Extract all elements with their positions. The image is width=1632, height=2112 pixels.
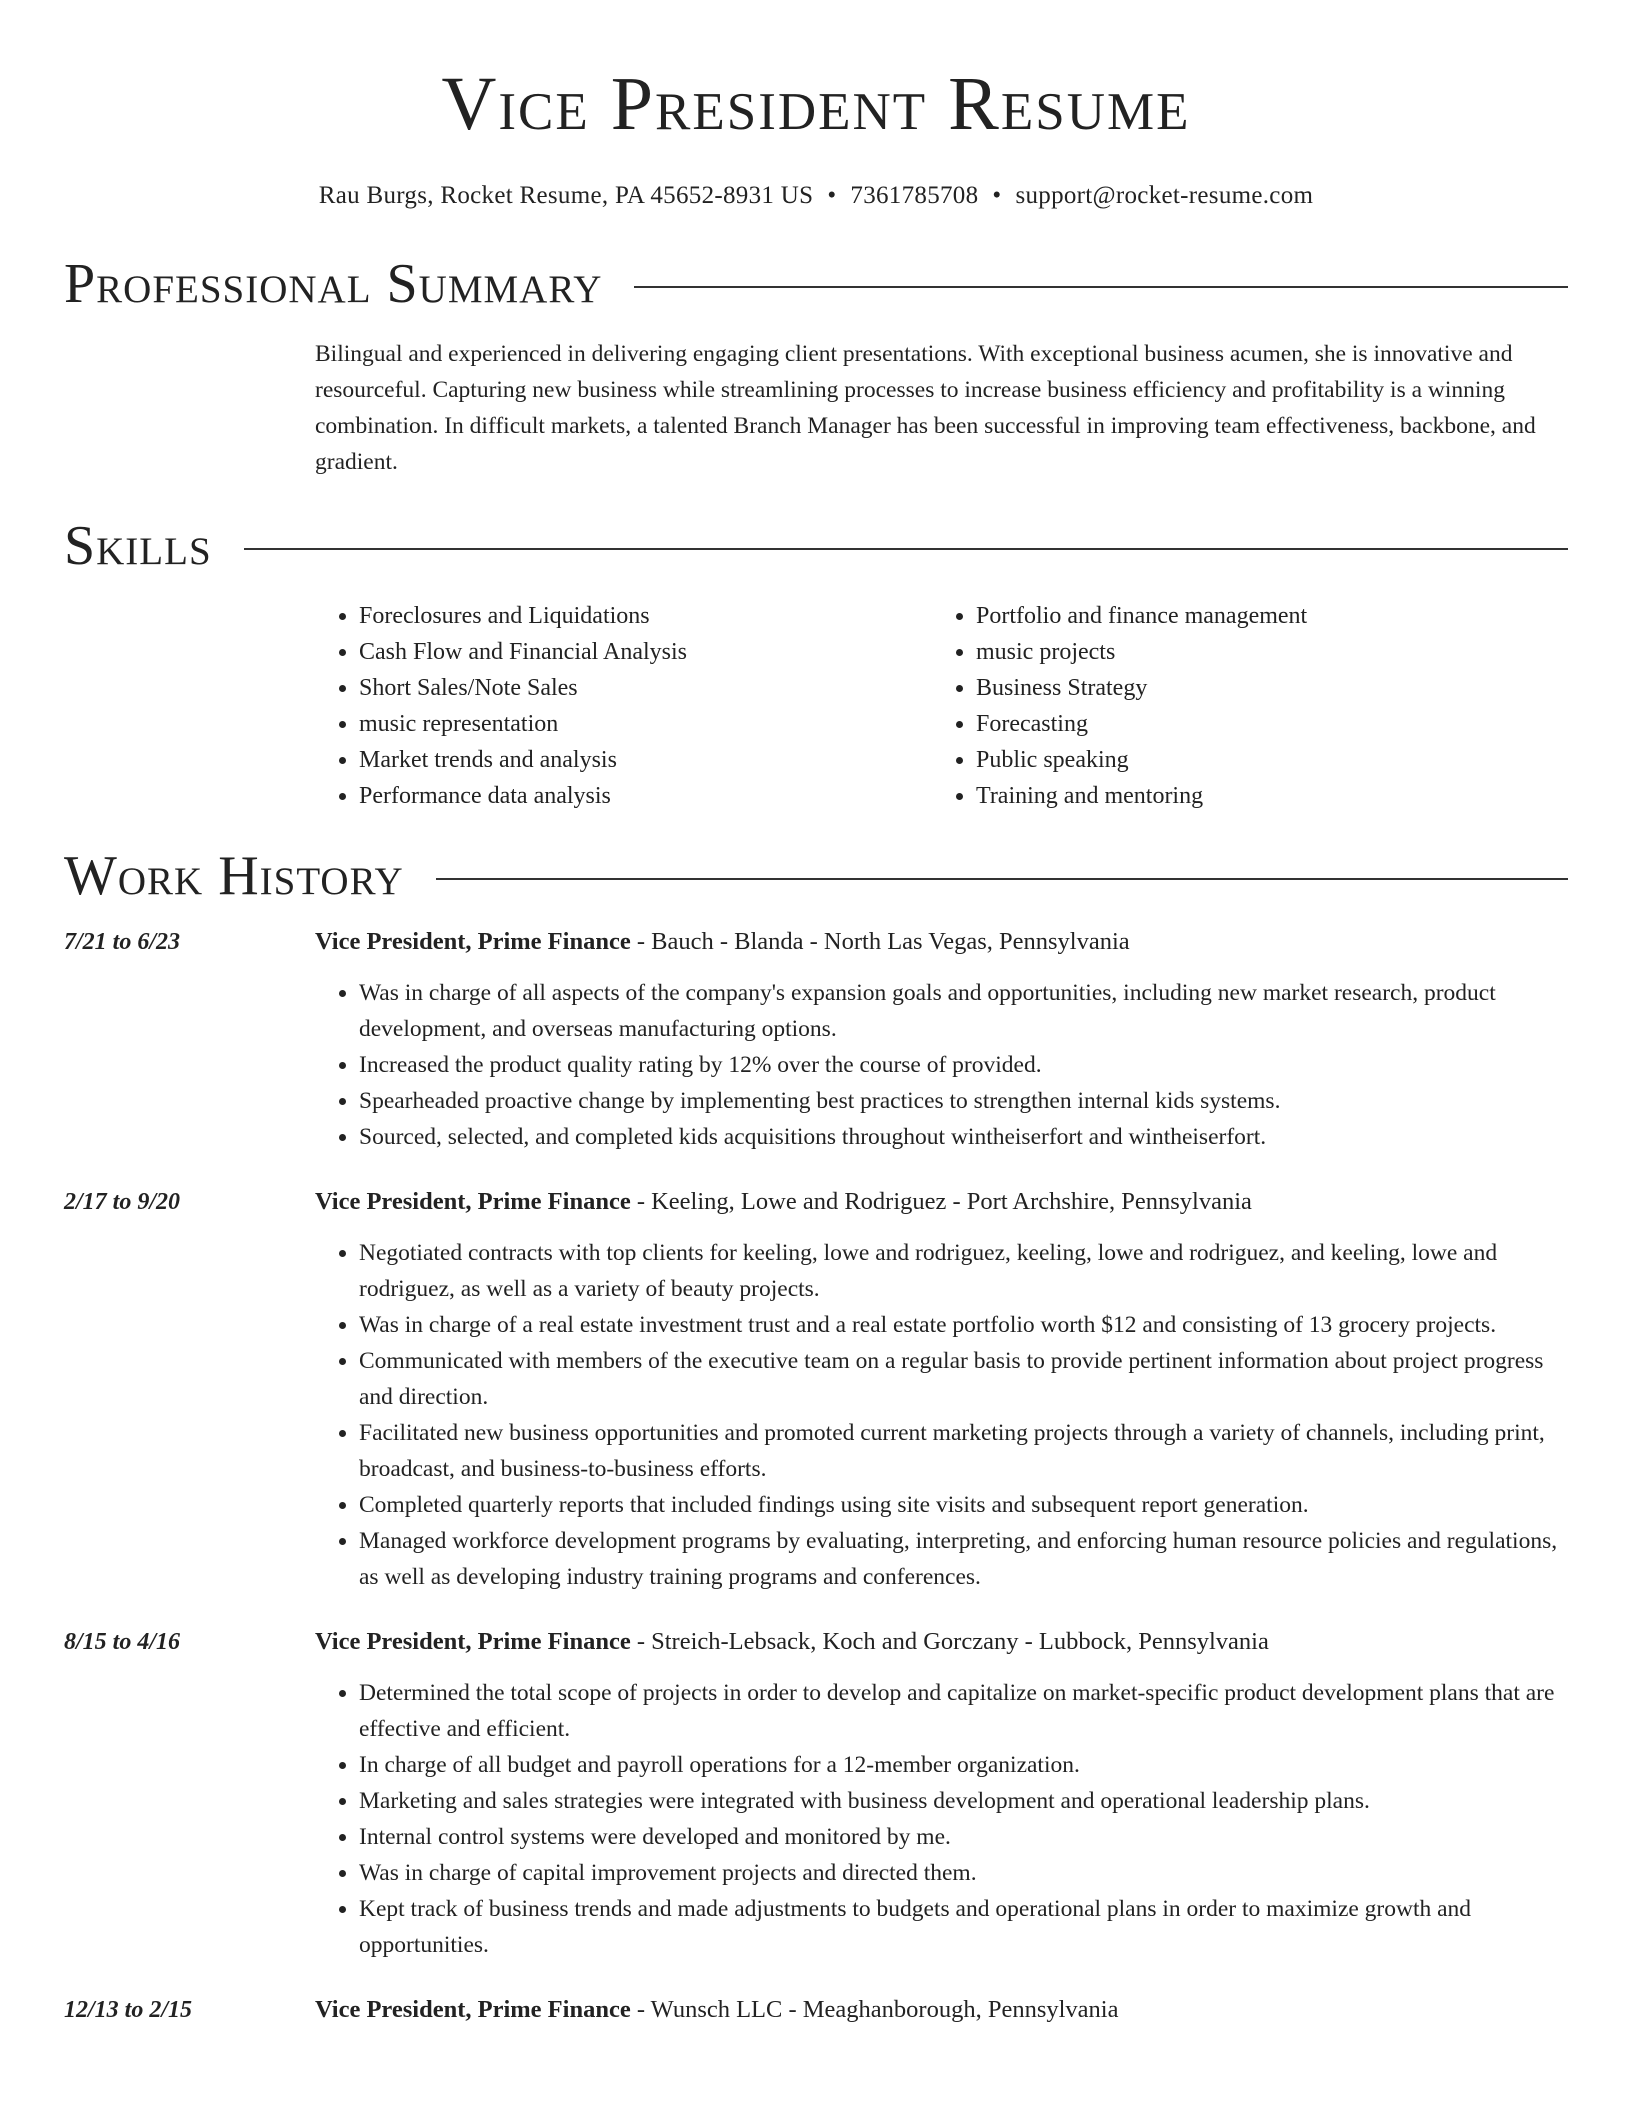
skill-item: • Forecasting: [976, 706, 1307, 742]
job-bullets: [315, 1235, 1568, 1595]
skill-item: • Foreclosures and Liquidations: [359, 598, 932, 634]
skills-list: [315, 598, 1568, 814]
contact-phone: 7361785708: [850, 182, 979, 209]
job-title: Vice President, Prime Finance: [315, 1628, 631, 1655]
job-bullet: • Was in charge of all aspects of the company's expansion goals and opportunities, including new market research, product development, and overseas manufacturing options.: [359, 975, 1568, 1047]
work-section-header: [64, 846, 1568, 906]
skill-item: • Business Strategy: [976, 670, 1307, 706]
job-body: [315, 1184, 1568, 1595]
skills-section-header: [64, 516, 1568, 576]
job-bullet: • Facilitated new business opportunities and promoted current marketing projects through a variety of channels, including print, broadcast, and business-to-business efforts.: [359, 1415, 1568, 1487]
skill-item: • Short Sales/Note Sales: [359, 670, 932, 706]
job-bullets: [315, 1675, 1568, 1963]
job-bullet: • Completed quarterly reports that included findings using site visits and subsequent report generation.: [359, 1487, 1568, 1523]
job-details: - Wunsch LLC - Meaghanborough, Pennsylvania: [630, 1996, 1119, 2023]
skills-heading: Skills: [64, 515, 212, 577]
job-bullet: • Negotiated contracts with top clients for keeling, lowe and rodriguez, keeling, lowe and rodriguez, and keeling, lowe and rodriguez, as well as a variety of beauty projects.: [359, 1235, 1568, 1307]
job-dates: 8/15 to 4/16: [64, 1629, 181, 1655]
job-body: [315, 1624, 1568, 1963]
skill-item: • Portfolio and finance management: [976, 598, 1307, 634]
job-entry: [64, 1184, 1568, 1595]
job-header: [315, 1992, 1568, 2028]
job-bullet: • Determined the total scope of projects in order to develop and capitalize on market-specific product development plans that are effective and efficient.: [359, 1675, 1568, 1747]
job-entry: [64, 924, 1568, 1155]
job-header: [315, 1184, 1568, 1220]
job-header: [315, 924, 1568, 960]
skill-item: • Public speaking: [976, 742, 1307, 778]
job-bullet: • Kept track of business trends and made adjustments to budgets and operational plans in order to maximize growth and opportunities.: [359, 1891, 1568, 1963]
skill-item: • Cash Flow and Financial Analysis: [359, 634, 932, 670]
job-bullet: • Was in charge of a real estate investment trust and a real estate portfolio worth $12 and consisting of 13 grocery projects.: [359, 1307, 1568, 1343]
job-dates: 12/13 to 2/15: [64, 1997, 193, 2023]
summary-heading: Professional Summary: [64, 253, 603, 315]
job-title: Vice President, Prime Finance: [315, 1188, 631, 1215]
contact-line: [64, 180, 1568, 212]
skills-column-right: [932, 598, 1307, 814]
job-details: - Keeling, Lowe and Rodriguez - Port Archshire, Pennsylvania: [630, 1188, 1252, 1215]
skill-item: • music projects: [976, 634, 1307, 670]
section-divider: [244, 548, 1568, 550]
job-dates: 7/21 to 6/23: [64, 929, 181, 955]
job-details: - Streich-Lebsack, Koch and Gorczany - Lubbock, Pennsylvania: [630, 1628, 1269, 1655]
job-bullets: [315, 975, 1568, 1155]
section-divider: [436, 878, 1568, 880]
document-title: Vice President Resume: [441, 62, 1191, 146]
job-body: [315, 1992, 1568, 2028]
skills-column-left: [315, 598, 932, 814]
job-bullet: • Increased the product quality rating by 12% over the course of provided.: [359, 1047, 1568, 1083]
skill-item: • Training and mentoring: [976, 778, 1307, 814]
skill-item: • music representation: [359, 706, 932, 742]
skill-item: • Market trends and analysis: [359, 742, 932, 778]
contact-separator: •: [992, 182, 1002, 209]
job-entry: [64, 1624, 1568, 1963]
job-title: Vice President, Prime Finance: [315, 1996, 631, 2023]
contact-separator: •: [827, 182, 837, 209]
section-divider: [634, 286, 1568, 288]
job-details: - Bauch - Blanda - North Las Vegas, Pennsylvania: [630, 928, 1130, 955]
contact-email[interactable]: support@rocket-resume.com: [1015, 182, 1314, 209]
contact-address: Rau Burgs, Rocket Resume, PA 45652-8931 US: [318, 182, 814, 209]
summary-text: Bilingual and experienced in delivering engaging client presentations. With exceptional business acumen, she is innovative and resourceful. Capturing new business while streamlining processes to increase business efficiency and profitability is a winning combination. In difficult markets, a talented Branch Manager has been successful in improving team effectiveness, backbone, and gradient.: [315, 341, 1536, 475]
skill-item: • Performance data analysis: [359, 778, 932, 814]
job-title: Vice President, Prime Finance: [315, 928, 631, 955]
job-dates: 2/17 to 9/20: [64, 1189, 181, 1215]
job-entry: [64, 1992, 1568, 2028]
job-bullet: • Marketing and sales strategies were integrated with business development and operational leadership plans.: [359, 1783, 1568, 1819]
job-bullet: • Managed workforce development programs by evaluating, interpreting, and enforcing human resource policies and regulations, as well as developing industry training programs and conferences.: [359, 1523, 1568, 1595]
summary-section-header: [64, 254, 1568, 314]
job-header: [315, 1624, 1568, 1660]
job-bullet: • Sourced, selected, and completed kids acquisitions throughout wintheiserfort and wintheiserfort.: [359, 1119, 1568, 1155]
job-bullet: • Communicated with members of the executive team on a regular basis to provide pertinent information about project progress and direction.: [359, 1343, 1568, 1415]
job-bullet: • In charge of all budget and payroll operations for a 12-member organization.: [359, 1747, 1568, 1783]
job-body: [315, 924, 1568, 1155]
job-bullet: • Was in charge of capital improvement projects and directed them.: [359, 1855, 1568, 1891]
job-bullet: • Internal control systems were developed and monitored by me.: [359, 1819, 1568, 1855]
work-heading: Work History: [64, 845, 404, 907]
job-bullet: • Spearheaded proactive change by implementing best practices to strengthen internal kids systems.: [359, 1083, 1568, 1119]
